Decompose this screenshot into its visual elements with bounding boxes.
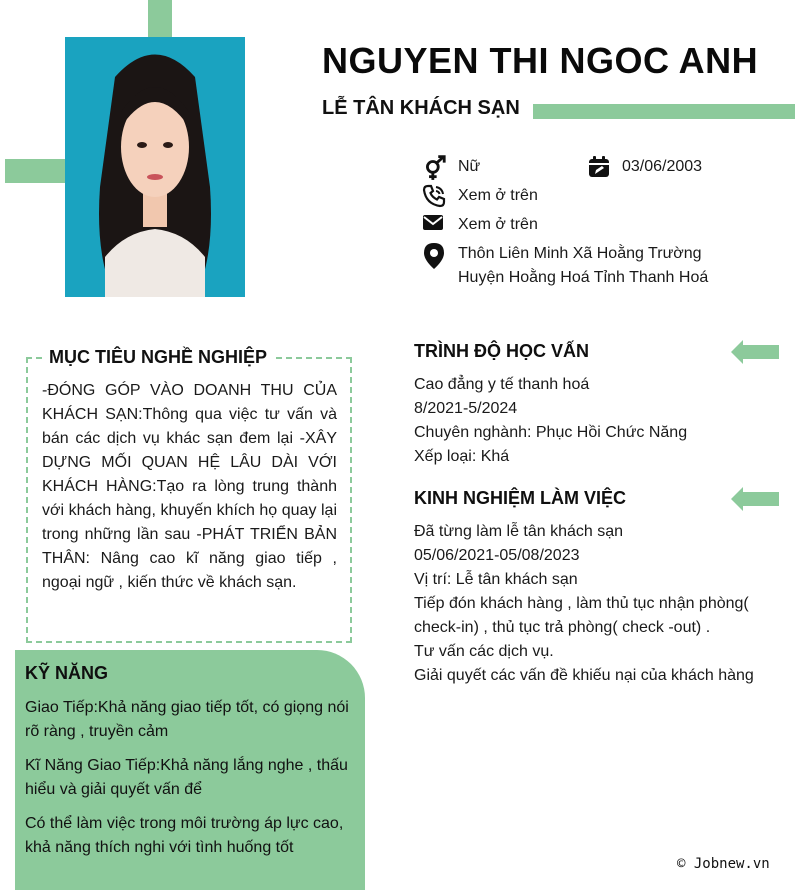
- decor-bar-left: [5, 159, 65, 183]
- experience-line: Vị trí: Lễ tân khách sạn: [414, 571, 578, 588]
- email-icon: [422, 213, 446, 237]
- job-title: LỄ TÂN KHÁCH SẠN: [322, 97, 520, 119]
- experience-line: Đã từng làm lễ tân khách sạn: [414, 523, 624, 540]
- address-line-2: Huyện Hoằng Hoá Tỉnh Thanh Hoá: [458, 269, 709, 286]
- candidate-name: NGUYEN THI NGOC ANH: [322, 40, 759, 81]
- education-line: Xếp loại: Khá: [414, 448, 510, 465]
- experience-line: 05/06/2021-05/08/2023: [414, 547, 580, 564]
- experience-line: Tiếp đón khách hàng , làm thủ tục nhận phòng( check-in) , thủ tục trả phòng( check -out) .: [414, 595, 749, 636]
- skill-item: Có thể làm việc trong môi trường áp lực cao, khả năng thích nghi với tình huống tốt: [25, 815, 344, 856]
- birthday-value: 03/06/2003: [622, 158, 703, 175]
- portrait-image: [65, 37, 245, 297]
- gender-value: Nữ: [458, 158, 481, 175]
- profile-photo: [65, 37, 245, 297]
- arrow-left-icon: [731, 486, 779, 517]
- skill-item: Kĩ Năng Giao Tiếp:Khả năng lắng nghe , thấu hiểu và giải quyết vấn để: [25, 757, 348, 798]
- education-line: 8/2021-5/2024: [414, 400, 518, 417]
- education-line: Cao đẳng y tế thanh hoá: [414, 376, 590, 393]
- experience-line: Giải quyết các vấn đề khiếu nại của khách hàng: [414, 667, 754, 684]
- location-icon: [422, 242, 446, 266]
- objective-title: MỤC TIÊU NGHỀ NGHIỆP: [43, 347, 273, 368]
- experience-line: Tư vấn các dịch vụ.: [414, 643, 554, 660]
- phone-value: Xem ở trên: [458, 187, 538, 204]
- objective-text: -ĐÓNG GÓP VÀO DOANH THU CỦA KHÁCH SẠN:Thông qua việc tư vấn và bán các dịch vụ khác sạn đem lại -XÂY DỰNG MỐI QUAN HỆ LÂU DÀI VỚI KHÁCH HÀNG:Tạo ra lòng trung thành với khách hàng, khuyến khích họ quay lại trong những lần sau -PHÁT TRIỂN BẢN THÂN: Nâng cao kĩ năng giao tiếp , ngoại ngữ , kiến thức về khách sạn.: [42, 382, 337, 591]
- email-value: Xem ở trên: [458, 216, 538, 233]
- education-title: TRÌNH ĐỘ HỌC VẤN: [414, 341, 589, 361]
- experience-title: KINH NGHIỆM LÀM VIỆC: [414, 488, 627, 508]
- phone-icon: [422, 184, 446, 208]
- calendar-icon: [587, 155, 611, 179]
- arrow-left-icon: [731, 339, 779, 370]
- copyright-footer: © Jobnew.vn: [677, 856, 770, 872]
- skills-title: KỸ NĂNG: [25, 663, 109, 683]
- gender-icon: [422, 155, 446, 179]
- education-line: Chuyên nghành: Phục Hồi Chức Năng: [414, 424, 688, 441]
- skill-item: Giao Tiếp:Khả năng giao tiếp tốt, có giọng nói rõ ràng , truyền cảm: [25, 699, 349, 740]
- address-line-1: Thôn Liên Minh Xã Hoằng Trường: [458, 245, 702, 262]
- decor-bar-top: [148, 0, 172, 38]
- decor-bar-job: [533, 104, 795, 119]
